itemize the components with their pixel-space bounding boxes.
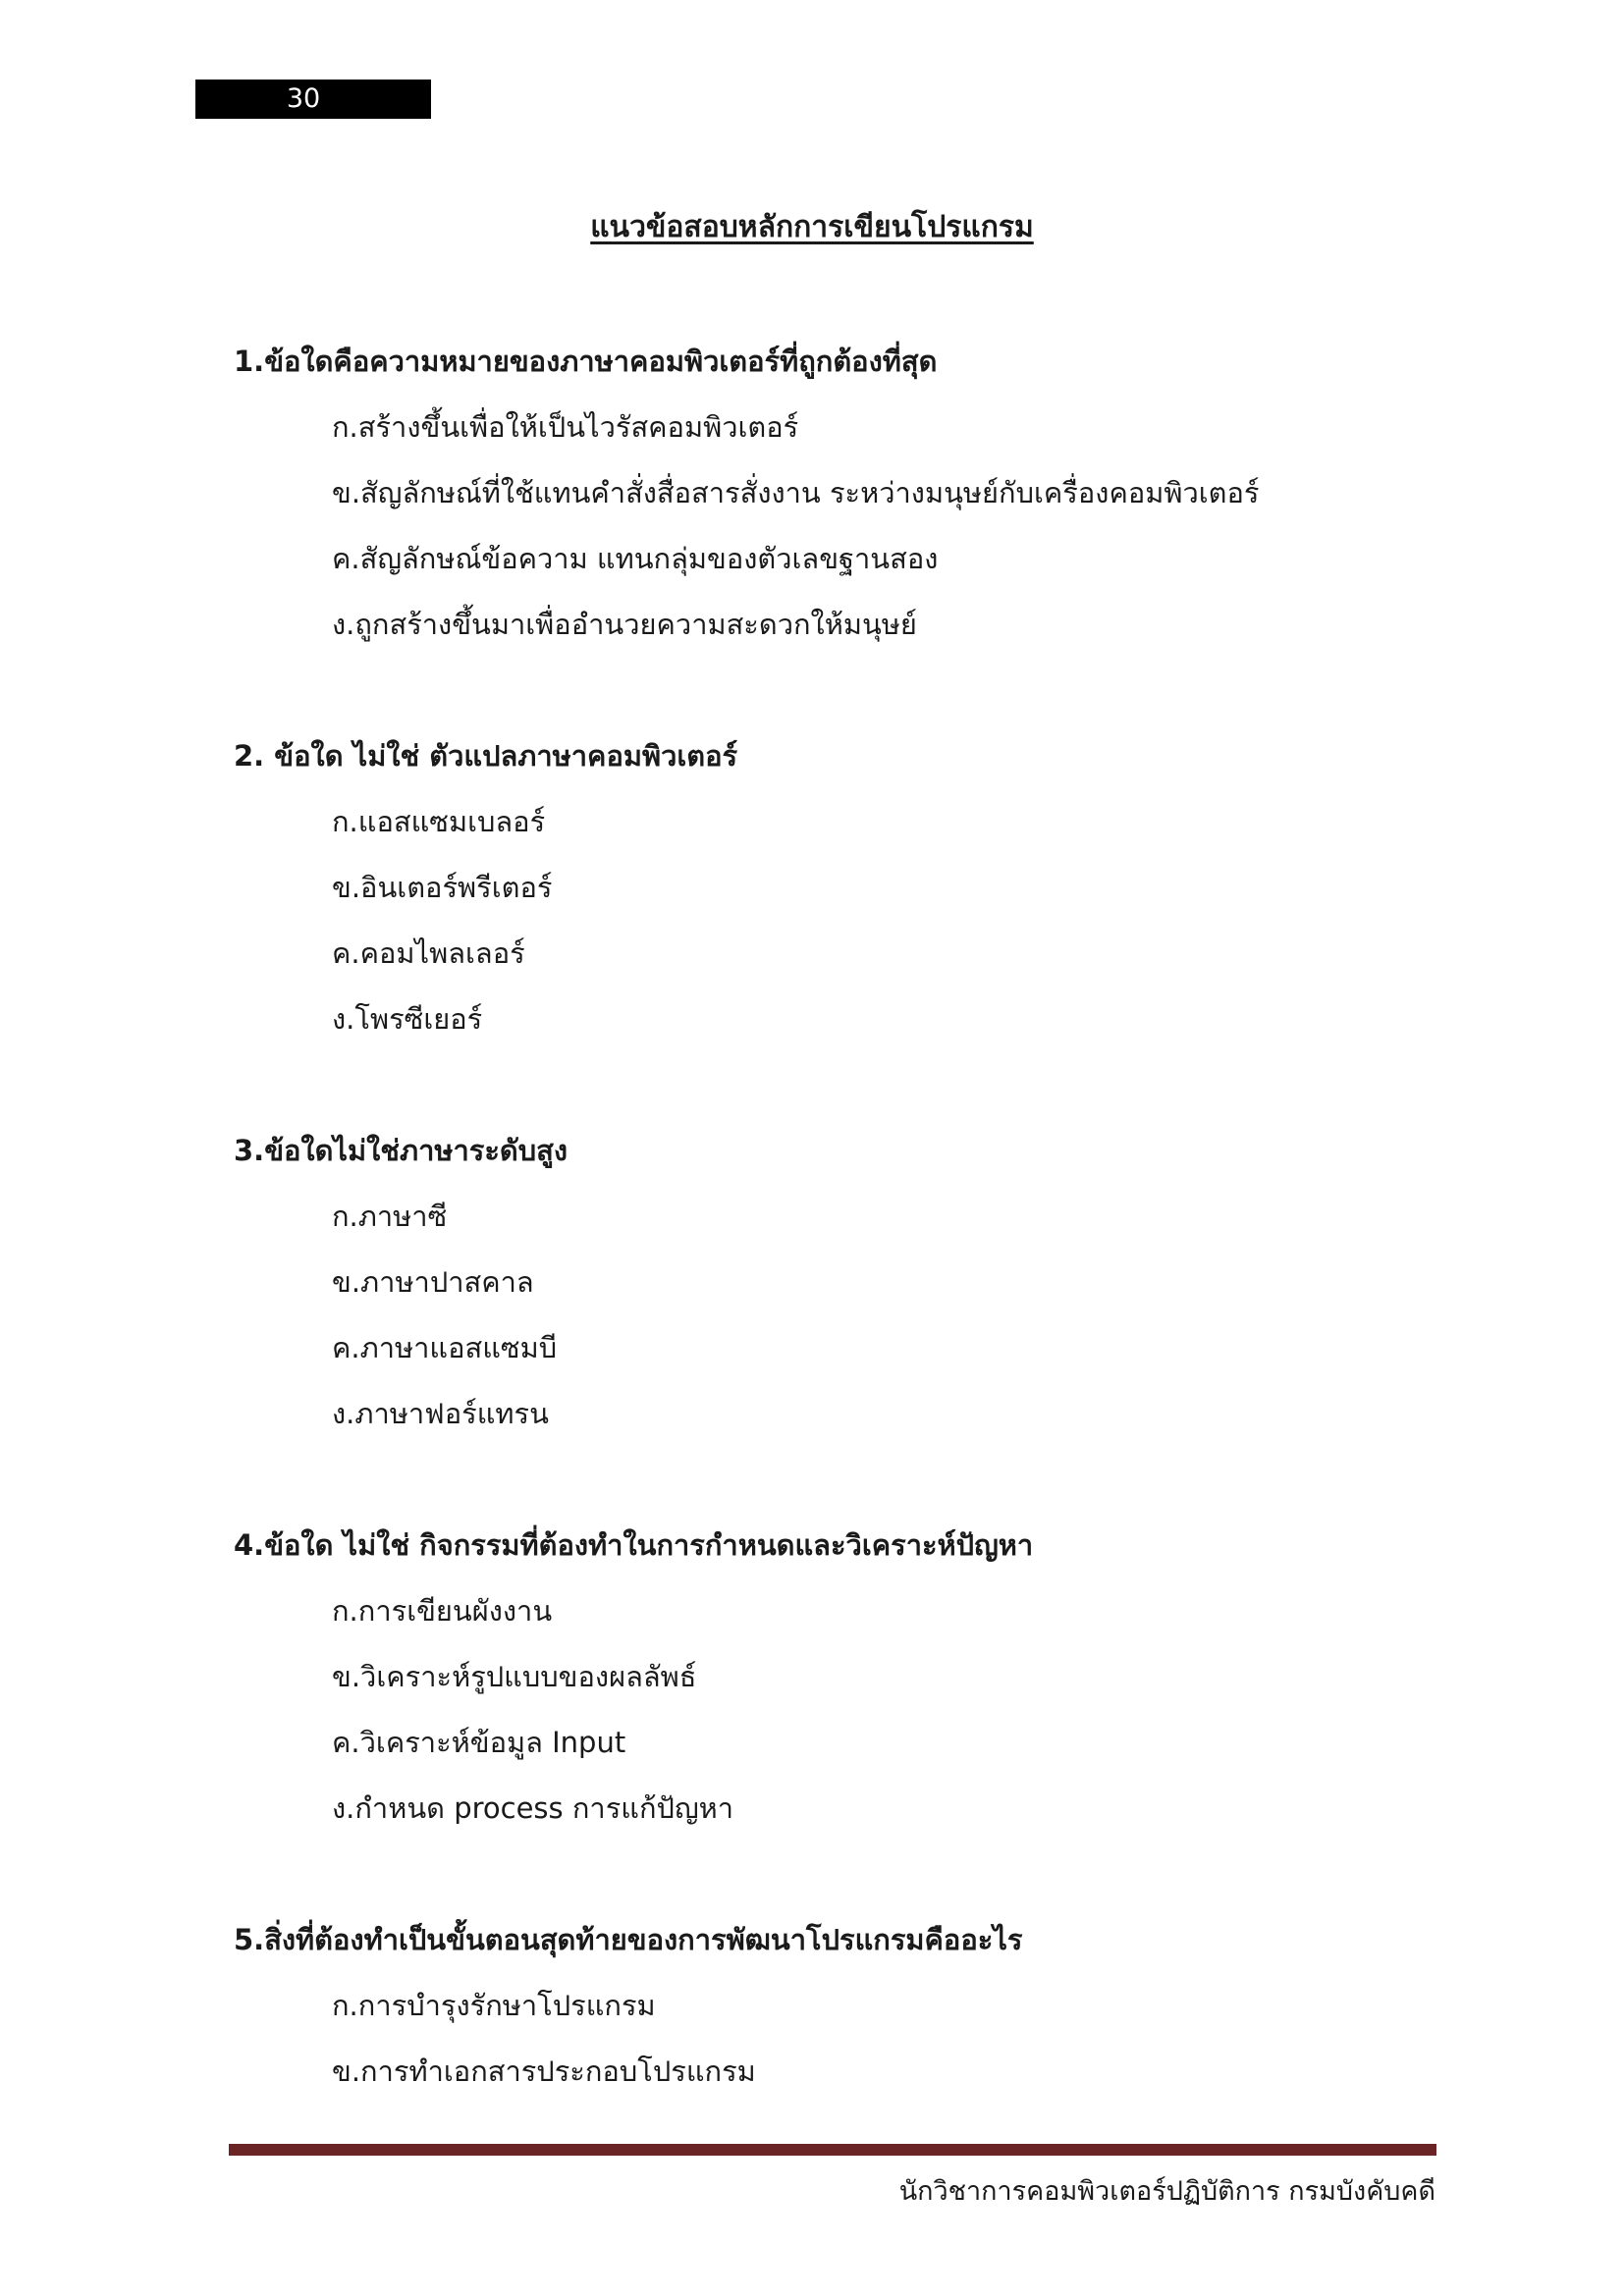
choice-item: ข.อินเตอร์พรีเตอร์ [332,871,553,904]
choice-list [234,789,1471,1052]
page-title: แนวข้อสอบหลักการเขียนโปรแกรม [590,210,1034,244]
choice-item: ข.สัญลักษณ์ที่ใช้แทนคำสั่งสื่อสารสั่งงาน ระหว่างมนุษย์กับเครื่องคอมพิวเตอร์ [332,476,1260,509]
question-5 [234,1907,1471,2105]
question-4 [234,1513,1471,1842]
choice-list [234,1578,1471,1842]
footer-text: นักวิชาการคอมพิวเตอร์ปฏิบัติการ กรมบังคับคดี [898,2176,1435,2207]
choice-item: ค.คอมไพลเลอร์ [332,936,525,970]
choice-item: ก.แอสแซมเบลอร์ [332,805,546,838]
choice-item: ค.วิเคราะห์ข้อมูล Input [332,1726,626,1759]
choice-item: ง.ภาษาฟอร์แทรน [332,1397,549,1430]
choice-item: ข.ภาษาปาสคาล [332,1265,534,1299]
question-3 [234,1118,1471,1447]
question-text: 4.ข้อใด ไม่ใช่ กิจกรรมที่ต้องทำในการกำหนดและวิเคราะห์ปัญหา [234,1528,1034,1562]
choice-list [234,1184,1471,1447]
footer-divider [229,2144,1436,2156]
question-2 [234,723,1471,1052]
choice-item: ค.ภาษาแอสแซมบี [332,1331,558,1364]
choice-item: ก.การเขียนผังงาน [332,1594,553,1628]
page-number: 30 [195,80,431,119]
choice-item: ก.การบำรุงรักษาโปรแกรม [332,1989,656,2022]
question-list [234,329,1471,2170]
choice-item: ค.สัญลักษณ์ข้อความ แทนกลุ่มของตัวเลขฐานสอง [332,542,939,575]
question-text: 5.สิ่งที่ต้องทำเป็นขั้นตอนสุดท้ายของการพัฒนาโปรแกรมคืออะไร [234,1923,1023,1956]
choice-item: ก.ภาษาซี [332,1200,448,1233]
question-1 [234,329,1471,658]
choice-item: ก.สร้างขึ้นเพื่อให้เป็นไวรัสคอมพิวเตอร์ [332,410,799,444]
choice-list [234,1973,1471,2105]
choice-item: ง.โพรซีเยอร์ [332,1002,483,1036]
choice-item: ง.กำหนด process การแก้ปัญหา [332,1791,734,1825]
choice-list [234,395,1471,658]
question-text: 1.ข้อใดคือความหมายของภาษาคอมพิวเตอร์ที่ถูกต้องที่สุด [234,345,938,378]
choice-item: ข.การทำเอกสารประกอบโปรแกรม [332,2055,756,2088]
question-text: 3.ข้อใดไม่ใช่ภาษาระดับสูง [234,1134,568,1167]
choice-item: ง.ถูกสร้างขึ้นมาเพื่ออำนวยความสะดวกให้มนุษย์ [332,608,917,641]
choice-item: ข.วิเคราะห์รูปแบบของผลลัพธ์ [332,1660,697,1693]
question-text: 2. ข้อใด ไม่ใช่ ตัวแปลภาษาคอมพิวเตอร์ [234,739,738,773]
